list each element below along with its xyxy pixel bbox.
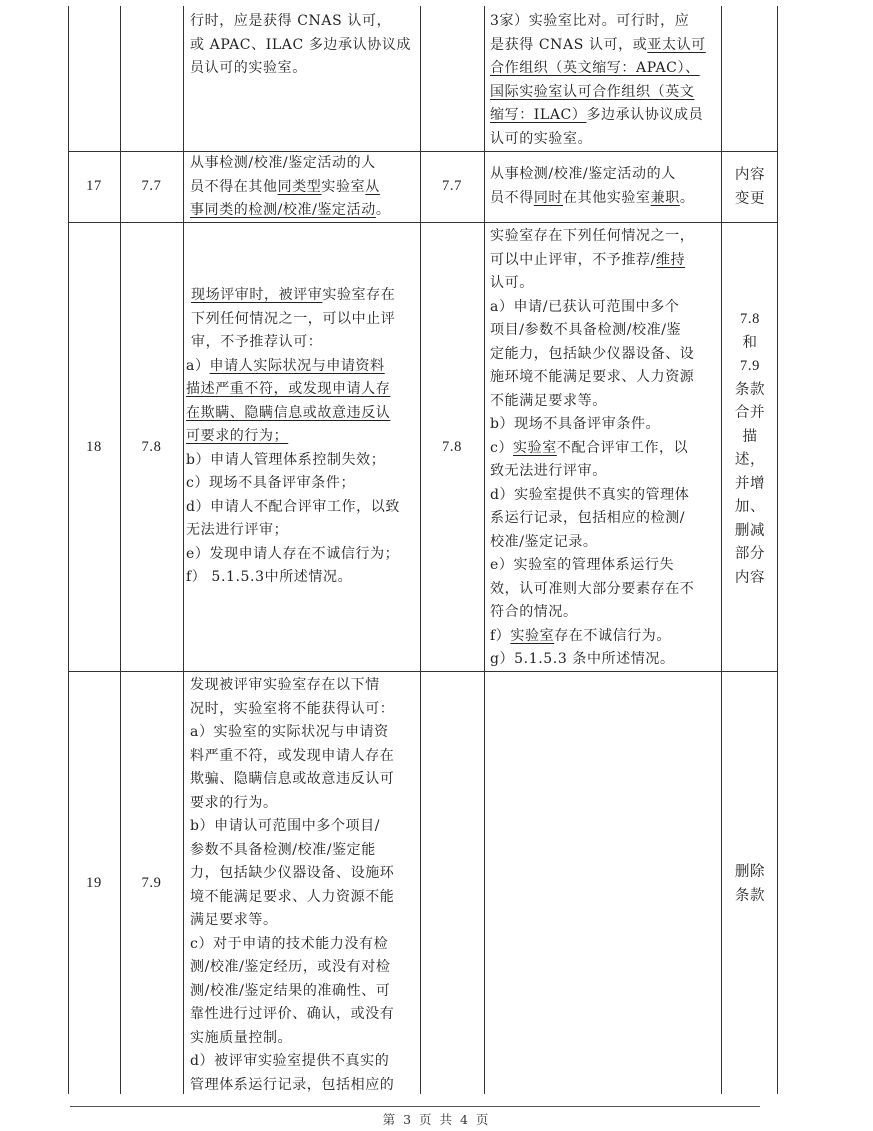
text-line: 行时，应是获得 CNAS 认可，	[190, 13, 392, 29]
text-line	[190, 176, 418, 200]
text-line: 系运行记录，包括相应的检测/	[490, 510, 686, 526]
text-line: 要求的行为。	[190, 794, 278, 811]
text-span: 实验室	[510, 627, 555, 644]
text-span: 事同类的检测/校准/鉴定活动	[190, 202, 376, 218]
row-index: 19	[86, 875, 102, 891]
remark-line: 7.9	[740, 358, 760, 374]
text-span: 从	[365, 178, 380, 195]
text-line: 员认可的实验室。	[190, 60, 307, 76]
text-line	[490, 437, 720, 461]
remark-line: 合并	[734, 405, 766, 421]
text-line: 国际实验室认可合作组织（英文	[490, 83, 695, 100]
text-line: 满足要求等。	[190, 912, 278, 928]
remark-line: 加、	[734, 499, 766, 515]
remark-line: 删除	[734, 864, 766, 880]
text-span: 员不得在其他	[190, 178, 278, 195]
remark-line: 述，	[734, 452, 766, 468]
new-text-cell	[490, 225, 720, 672]
text-span: 实验室	[321, 178, 366, 195]
remark-cell	[727, 860, 773, 908]
old-text-cell	[190, 10, 418, 81]
text-span: 。	[375, 202, 391, 218]
text-line: 认可的实验室。	[490, 130, 593, 147]
page-number: 第 3 页 共 4 页	[382, 1112, 491, 1127]
text-line: 认可。	[490, 275, 534, 291]
text-span: 员不得	[490, 189, 534, 206]
text-span: 申请人实际状况与申请资料	[209, 357, 385, 374]
text-line: 力，包括缺少仪器设备、设施环	[190, 865, 395, 881]
text-line	[490, 187, 720, 211]
old-text-cell	[190, 674, 418, 1097]
text-line: 效，认可准则大部分要素存在不	[490, 580, 695, 597]
text-line: 项目/参数不具备检测/校准/鉴	[490, 322, 682, 338]
old-text-cell	[186, 284, 418, 590]
text-line: 在欺瞒、隐瞒信息或故意违反认	[186, 404, 391, 421]
text-line: d）实验室提供不真实的管理体	[490, 486, 690, 503]
text-line	[490, 249, 720, 273]
text-line	[186, 284, 418, 308]
new-clause-number: 7.8	[442, 439, 462, 455]
text-line: e）发现申请人存在不诚信行为；	[186, 545, 400, 562]
text-span: 存在不诚信行为。	[554, 627, 672, 644]
text-line: 靠性进行过评价、确认，或没有	[190, 1006, 395, 1022]
text-line: b）现场不具备评审条件。	[490, 416, 661, 432]
text-line: 测/校准/鉴定经历，或没有对检	[190, 959, 391, 975]
remark-line: 条款	[734, 888, 766, 904]
text-line: 管理体系运行记录，包括相应的	[190, 1076, 395, 1093]
text-line: c）现场不具备评审条件；	[186, 475, 356, 491]
text-span: 缩写：ILAC）	[490, 107, 587, 123]
text-line	[490, 104, 720, 128]
text-line: c）对于申请的技术能力没有检	[190, 935, 389, 952]
table-row-divider	[68, 151, 778, 152]
row-index: 17	[86, 178, 102, 194]
text-line: 定能力，包括缺少仪器设备、设	[490, 345, 695, 362]
text-span: 实验室	[513, 439, 557, 456]
text-line: g）5.1.5.3 条中所述情况。	[490, 651, 675, 667]
text-line: 发现被评审实验室存在以下情	[190, 677, 380, 693]
text-line: 实施质量控制。	[190, 1029, 293, 1046]
text-line: b）申请认可范围中多个项目/	[190, 818, 381, 834]
remark-line: 描	[742, 428, 758, 445]
text-line: 实验室存在下列任何情况之一，	[490, 228, 695, 244]
text-line	[490, 34, 720, 58]
text-line: f） 5.1.5.3中所述情况。	[186, 569, 353, 585]
text-line: e）实验室的管理体系运行失	[490, 557, 675, 573]
text-line: 下列任何情况之一，可以中止评	[191, 310, 396, 327]
table-col-divider	[120, 6, 121, 1094]
text-line: 从事检测/校准/鉴定活动的人	[490, 166, 676, 182]
table-row-divider	[68, 222, 778, 223]
text-line: 境不能满足要求、人力资源不能	[190, 888, 395, 905]
remark-cell	[727, 308, 773, 590]
text-span: 可以中止评审，不予推荐/	[490, 251, 656, 268]
text-span: 不配合评审工作，以	[556, 439, 689, 456]
text-span: c）	[490, 439, 514, 456]
text-line: 符合的情况。	[490, 604, 578, 620]
remark-cell: 内容变更	[734, 167, 766, 207]
text-span: 同时	[533, 189, 564, 206]
new-text-cell	[490, 10, 720, 151]
text-span: 同类型	[277, 178, 322, 195]
text-span: 实验室存在	[322, 287, 396, 303]
table-border-right	[777, 6, 778, 1094]
row-index: 18	[86, 439, 102, 455]
remark-line: 7.8	[740, 311, 760, 327]
text-line: 无法进行评审；	[186, 522, 289, 538]
remark-line: 部分	[734, 546, 766, 562]
text-line	[490, 625, 720, 649]
text-line: a）申请/已获认可范围中多个	[490, 298, 680, 315]
table-col-divider	[484, 6, 485, 1094]
remark-line: 条款	[734, 381, 766, 398]
text-line: 描述严重不符，或发现申请人存	[186, 381, 391, 397]
new-text-cell	[490, 163, 720, 210]
text-line: d）被评审实验室提供不真实的	[190, 1053, 390, 1069]
text-line: d）申请人不配合评审工作，以致	[186, 498, 400, 515]
text-span: f）	[490, 627, 511, 644]
text-span: 。	[679, 189, 695, 206]
old-clause-number: 7.7	[141, 178, 162, 194]
remark-line: 内容	[734, 569, 766, 586]
text-span: 现场评审时，被评审	[191, 287, 323, 303]
table-col-divider	[721, 6, 722, 1094]
text-line: 料严重不符，或发现申请人存在	[190, 747, 395, 764]
table-col-divider	[183, 6, 184, 1094]
old-text-cell	[190, 152, 418, 223]
text-line: 可要求的行为；	[186, 428, 289, 444]
text-span: 多边承认协议成员	[586, 107, 704, 123]
text-line: 况时，实验室将不能获得认可：	[190, 700, 395, 717]
remark-line: 和	[742, 334, 758, 351]
remark-line: 删减	[734, 522, 766, 539]
text-line: 合作组织（英文缩写：APAC）、	[490, 60, 700, 76]
footer-rule	[70, 1106, 760, 1107]
remark-line: 并增	[734, 475, 766, 492]
text-span: 亚太认可	[647, 36, 706, 53]
text-line: 参数不具备检测/校准/鉴定能	[190, 841, 376, 858]
table-col-divider	[420, 6, 421, 1094]
table-border-left	[68, 6, 69, 1094]
old-clause-number: 7.8	[141, 439, 162, 455]
text-span: 在其他实验室	[563, 189, 651, 206]
text-line: 3家）实验室比对。可行时，应	[490, 13, 690, 29]
text-line: 测/校准/鉴定结果的准确性、可	[190, 982, 391, 999]
text-span: 维持	[655, 251, 686, 268]
new-clause-number: 7.7	[442, 178, 462, 194]
text-line: 审，不予推荐认可：	[191, 334, 323, 350]
text-line: 欺骗、隐瞒信息或故意违反认可	[190, 771, 395, 787]
text-span: 是获得 CNAS 认可，或	[490, 36, 648, 53]
text-line: 校准/鉴定记录。	[490, 533, 598, 550]
text-line: 施环境不能满足要求、人力资源	[490, 369, 695, 385]
text-line: 不能满足要求等。	[490, 392, 607, 409]
old-clause-number: 7.9	[141, 875, 162, 891]
text-line: 或 APAC、ILAC 多边承认协议成	[190, 36, 412, 53]
text-line	[186, 355, 418, 379]
text-line: 致无法进行评审。	[490, 463, 607, 479]
text-line: b）申请人管理体系控制失效；	[186, 451, 386, 468]
text-span: 兼职	[650, 189, 680, 206]
text-span: a）	[186, 357, 210, 374]
text-line	[190, 199, 418, 223]
text-line: a）实验室的实际状况与申请资	[190, 724, 389, 740]
text-line: 从事检测/校准/鉴定活动的人	[190, 155, 376, 171]
